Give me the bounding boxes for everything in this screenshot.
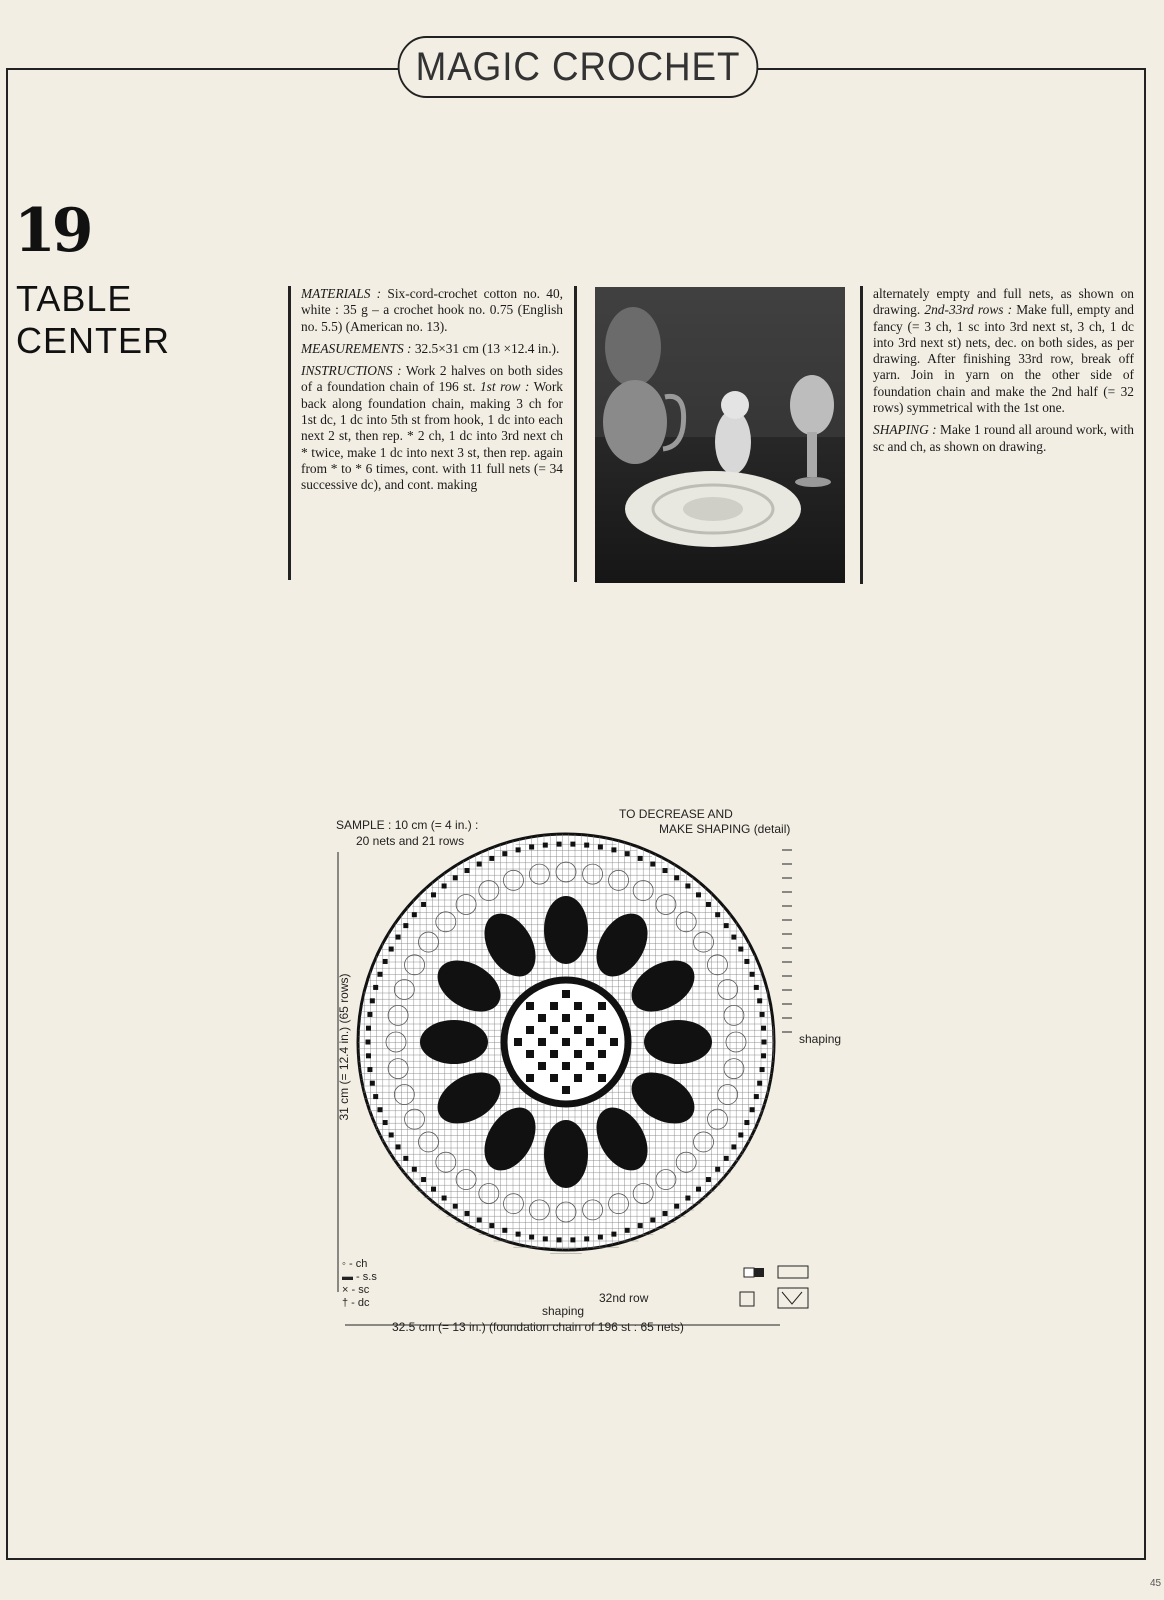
materials-label: MATERIALS : [301,286,382,301]
sample-caption-1: SAMPLE : 10 cm (= 4 in.) : [336,818,479,832]
measurements-label: MEASUREMENTS : [301,340,412,356]
shaping-label: SHAPING : [873,422,937,438]
shaping-bottom-label: shaping [542,1304,585,1318]
legend-ch: ◦ - ch [342,1258,368,1270]
legend-sc: × - sc [342,1284,370,1296]
decrease-caption-1: TO DECREASE AND [619,807,733,821]
col3-text-a: alternately empty and full nets, as shown on drawing. [873,286,1134,318]
filet-crochet-chart [320,800,820,1340]
col3-text-b: Make full, empty and fancy (= 3 ch, 1 sc into 3rd next st, 3 ch, 1 dc into 3rd next st) nets, dec. on both sides, as per drawing. After finishing 33rd row, break off yarn. Join in yarn on the other side of foundation chain and make the 2nd half (= 32 rows) symmetrical with the 1st one. [873,302,1134,416]
still-life-photo [595,287,845,583]
column-rule-left [288,286,291,580]
shaping-paragraph [873,422,1134,455]
row1-label: 1st row : [479,379,530,395]
instructions-text-a: Work 2 halves on both sides of a foundation chain of 196 st. [301,363,563,395]
instructions-column-2 [873,286,1134,461]
instructions-column-1 [301,286,563,500]
sample-caption-2: 20 nets and 21 rows [356,834,465,848]
measurements-paragraph [301,341,563,357]
legend-ss-label: s.s [362,1271,377,1283]
shaping-text: Make 1 round all around work, with sc and ch, as shown on drawing. [873,422,1134,454]
rows-paragraph [873,286,1134,416]
column-rule-right [860,286,863,584]
measurements-text: 32.5×31 cm (13 ×12.4 in.). [414,340,560,356]
page-number: 45 [1150,1578,1162,1589]
instructions-label: INSTRUCTIONS : [301,363,402,379]
pattern-number: 19 [14,196,90,266]
instructions-text-b: Work back along foundation chain, making 3 ch for 1st dc, 1 dc into 5th st from hook, 1 dc into each next 2 st, then rep. * 2 ch, 1 dc into 3rd next ch * twice, make 1 dc into next 3 st, then rep. again from * to * 6 times, cont. with 11 full nets (= 34 successive dc), and cont. making [301,379,563,493]
legend-ss: ▬ - s.s [342,1271,377,1283]
legend-sc-label: sc [358,1284,370,1296]
legend-ch-label: ch [355,1258,368,1270]
magazine-title: MAGIC CROCHET [398,36,759,98]
chart-grid [358,834,780,1260]
title-line-2: CENTER [16,320,171,361]
legend-dc-label: dc [357,1297,370,1309]
legend-symbols [740,1266,808,1308]
materials-paragraph [301,286,563,335]
pattern-title [16,278,170,362]
shaping-arrows [782,850,792,1032]
column-rule-mid [574,286,577,582]
decrease-caption-2: MAKE SHAPING (detail) [659,822,791,836]
height-label: 31 cm (= 12.4 in.) (65 rows) [337,973,351,1121]
rows-label: 2nd-33rd rows : [924,302,1013,318]
legend-dc: † - dc [342,1297,370,1309]
instructions-paragraph [301,363,563,493]
shaping-right-label: shaping [799,1032,842,1046]
doily-photo [595,287,845,583]
width-label: 32.5 cm (= 13 in.) (foundation chain of 196 st : 65 nets) [392,1320,684,1334]
row-32-label: 32nd row [599,1291,649,1305]
title-line-1: TABLE [16,278,133,319]
materials-text: Six-cord-crochet cotton no. 40, white : 35 g – a crochet hook no. 0.75 (English no. 5.5) (American no. 13). [301,286,564,334]
